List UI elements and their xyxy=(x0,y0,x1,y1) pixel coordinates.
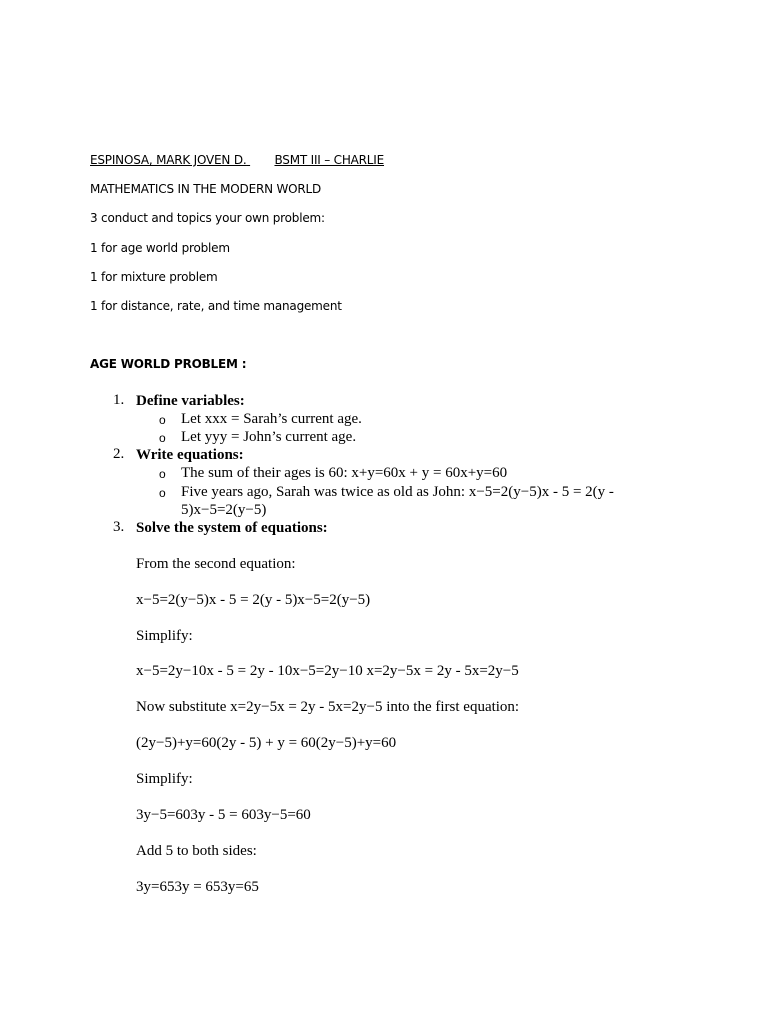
step-number: 1. xyxy=(113,392,125,408)
bullet-marker: o xyxy=(159,467,166,481)
solution-paragraph: x−5=2y−10x - 5 = 2y - 10x−5=2y−10 x=2y−5x = 2y - 5x=2y−5 xyxy=(136,663,519,679)
solution-paragraph: From the second equation: xyxy=(136,556,296,572)
step-title: Write equations: xyxy=(136,447,244,463)
course-title: MATHEMATICS IN THE MODERN WORLD xyxy=(90,182,322,196)
bullet-marker: o xyxy=(159,431,166,445)
instruction-text: 3 conduct and topics your own problem: xyxy=(90,211,325,225)
solution-paragraph: (2y−5)+y=60(2y - 5) + y = 60(2y−5)+y=60 xyxy=(136,735,397,751)
solution-paragraph: Now substitute x=2y−5x = 2y - 5x=2y−5 into the first equation: xyxy=(136,699,520,715)
student-info-line xyxy=(90,153,384,168)
task-item-distance: 1 for distance, rate, and time management xyxy=(90,299,342,313)
solution-paragraph: Add 5 to both sides: xyxy=(136,843,257,859)
step-title: Solve the system of equations: xyxy=(136,520,328,536)
step-number: 2. xyxy=(113,446,125,462)
student-name: ESPINOSA, MARK JOVEN D. xyxy=(90,153,247,167)
solution-paragraph: Simplify: xyxy=(136,771,193,787)
solution-paragraph: Simplify: xyxy=(136,628,193,644)
bullet-marker: o xyxy=(159,413,166,427)
step-bullet: Five years ago, Sarah was twice as old as John: x−5=2(y−5)x - 5 = 2(y - xyxy=(181,484,614,500)
solution-paragraph: 3y=653y = 653y=65 xyxy=(136,879,259,895)
task-item-age: 1 for age world problem xyxy=(90,241,230,255)
section-title: AGE WORLD PROBLEM : xyxy=(90,357,247,371)
solution-paragraph: x−5=2(y−5)x - 5 = 2(y - 5)x−5=2(y−5) xyxy=(136,592,371,608)
step-bullet: Let yyy = John’s current age. xyxy=(181,429,357,445)
step-bullet: Let xxx = Sarah’s current age. xyxy=(181,411,362,427)
step-title: Define variables: xyxy=(136,393,245,409)
step-number: 3. xyxy=(113,519,125,535)
bullet-marker: o xyxy=(159,486,166,500)
step-bullet: The sum of their ages is 60: x+y=60x + y = 60x+y=60 xyxy=(181,465,508,481)
task-item-mixture: 1 for mixture problem xyxy=(90,270,218,284)
student-section: BSMT III – CHARLIE xyxy=(274,153,385,167)
step-bullet-continuation: 5)x−5=2(y−5) xyxy=(181,502,267,518)
solution-paragraph: 3y−5=603y - 5 = 603y−5=60 xyxy=(136,807,311,823)
name-section-spacer xyxy=(246,153,274,168)
